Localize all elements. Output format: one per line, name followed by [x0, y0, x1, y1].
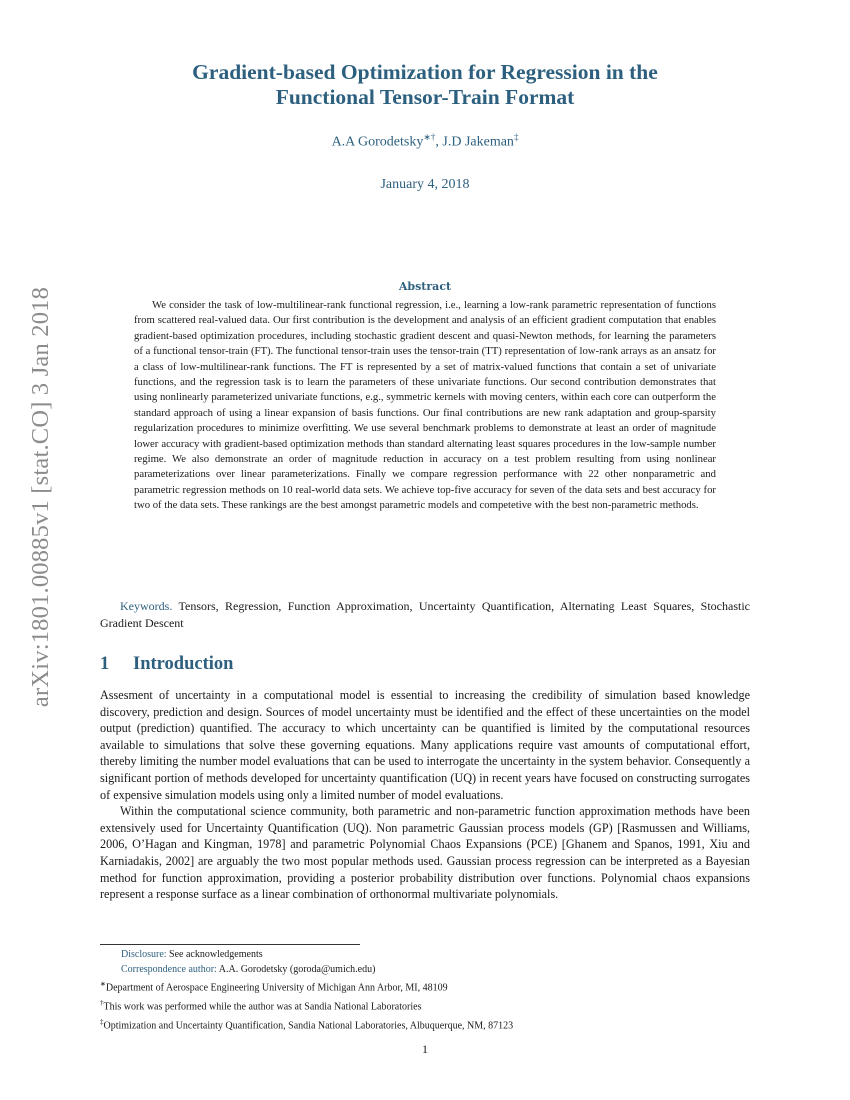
body-paragraph: Within the computational science community, both parametric and non-parametric function approximation methods have been extensively used for Uncertainty Quantification (UQ). Non parametric Gaussian process models (GP) [Rasmussen and Williams, 2006, O’Hagan and Kingman, 1978] and parametric Polynomial Chaos Expansions (PCE) [Ghanem and Spanos, 1991, Xiu and Karniadakis, 2002] are arguably the two most popular methods used. Gaussian process regression can be interpreted as a Bayesian method for function approximation, providing a posterior probability distribution over functions. Polynomial chaos expansions represent a response surface as a linear combination of orthonormal multivariate polynomials. [100, 804, 750, 902]
arxiv-identifier-text: arXiv:1801.00885v1 [stat.CO] 3 Jan 2018 [27, 286, 54, 708]
footnote-label: Correspondence author: [121, 963, 217, 975]
section-body [100, 687, 750, 903]
footnote-affiliation [100, 996, 750, 1015]
footnote-text: Department of Aerospace Engineering University of Michigan Ann Arbor, MI, 48109 [105, 982, 448, 994]
footnote-correspondence [100, 963, 750, 978]
abstract-heading: Abstract [398, 280, 452, 293]
body-paragraph: Assesment of uncertainty in a computational model is essential to increasing the credibility of simulation based knowledge discovery, prediction and design. Sources of model uncertainty must be identified and the effect of these uncertainties on the model output (prediction) quantified. The accuracy to which uncertainty can be quantified is limited by the computational resources available to simulations that solve these governing equations. Many applications require vast amounts of computational effort, thereby limiting the number model evaluations that can be used to interrogate the uncertainty in the system behavior. Consequently a significant portion of methods developed for uncertainty quantification (UQ) in recent years have focused on constructing surrogates of expensive simulation models using only a limited number of model evaluations. [100, 688, 750, 802]
author-list [100, 132, 750, 151]
footnote-text: Optimization and Uncertainty Quantification, Sandia National Laboratories, Albuquerque, NM, 87123 [103, 1020, 514, 1032]
section-title: Introduction [133, 654, 234, 674]
section-heading [100, 654, 750, 675]
author-footnote-marks: ∗† [423, 132, 436, 142]
footnote-mark: ∗ [100, 980, 106, 989]
section-number: 1 [100, 654, 110, 674]
keywords-text: Tensors, Regression, Function Approximation, Uncertainty Quantification, Alternating Least Squares, Stochastic Gradient Descent [100, 599, 750, 630]
paper-title [100, 60, 750, 110]
author-name: J.D Jakeman [442, 134, 514, 150]
title-line-1: Gradient-based Optimization for Regression in the [192, 60, 658, 84]
page-number: 1 [422, 1042, 428, 1056]
footnote-disclosure [100, 948, 750, 963]
footnote-affiliation [100, 977, 750, 996]
author-separator: , [435, 134, 443, 150]
footnote-divider [100, 944, 360, 945]
author-footnote-marks: ‡ [513, 132, 519, 142]
title-line-2: Functional Tensor-Train Format [275, 85, 575, 109]
footnote-text: This work was performed while the author was at Sandia National Laboratories [103, 1001, 422, 1013]
abstract-body: We consider the task of low-multilinear-rank functional regression, i.e., learning a low-rank parametric representation of functions from scattered real-valued data. Our first contribution is the development and analysis of an efficient gradient computation that enables gradient-based optimization procedures, including stochastic gradient descent and quasi-Newton methods, for learning the parameters of a functional tensor-train (FT). The functional tensor-train uses the tensor-train (TT) representation of low-rank arrays as an ansatz for a class of low-multilinear-rank functions. The FT is represented by a set of matrix-valued functions that contain a set of univariate functions, and the regression task is to learn the parameters of these univariate functions. Our second contribution demonstrates that using nonlinearly parameterized univariate functions, e.g., symmetric kernels with moving centers, within each core can outperform the standard approach of using a linear expansion of basis functions. Our final contributions are new rank adaptation and group-sparsity regularization procedures to minimize overfitting. We use several benchmark problems to demonstrate at least an order of magnitude lower accuracy with gradient-based optimization methods than standard alternating least squares procedures in the low-sample number regime. We also demonstrate an order of magnitude reduction in accuracy on a test problem resulting from using nonlinear parameterizations over linear parameterizations. Finally we compare regression performance with 22 other nonparametric and parametric regression methods on 10 real-world data sets. We achieve top-five accuracy for seven of the data sets and best accuracy for two of the data sets. These rankings are the best amongst parametric models and competetive with the best non-parametric methods. [134, 299, 716, 512]
footnote-text: See acknowledgements [169, 949, 263, 960]
keywords-block [100, 598, 750, 631]
keywords-label: Keywords. [120, 599, 173, 613]
footnote-text: A.A. Gorodetsky (goroda@umich.edu) [218, 963, 376, 975]
arxiv-identifier-stamp [20, 286, 62, 708]
footnote-label: Disclosure: [121, 949, 167, 960]
footnotes [100, 948, 750, 1034]
footnote-mark: † [100, 999, 104, 1008]
author-name: A.A Gorodetsky [331, 134, 424, 150]
footnote-affiliation [100, 1015, 750, 1034]
footnote-mark: ‡ [100, 1018, 104, 1027]
publication-date: January 4, 2018 [380, 177, 470, 192]
